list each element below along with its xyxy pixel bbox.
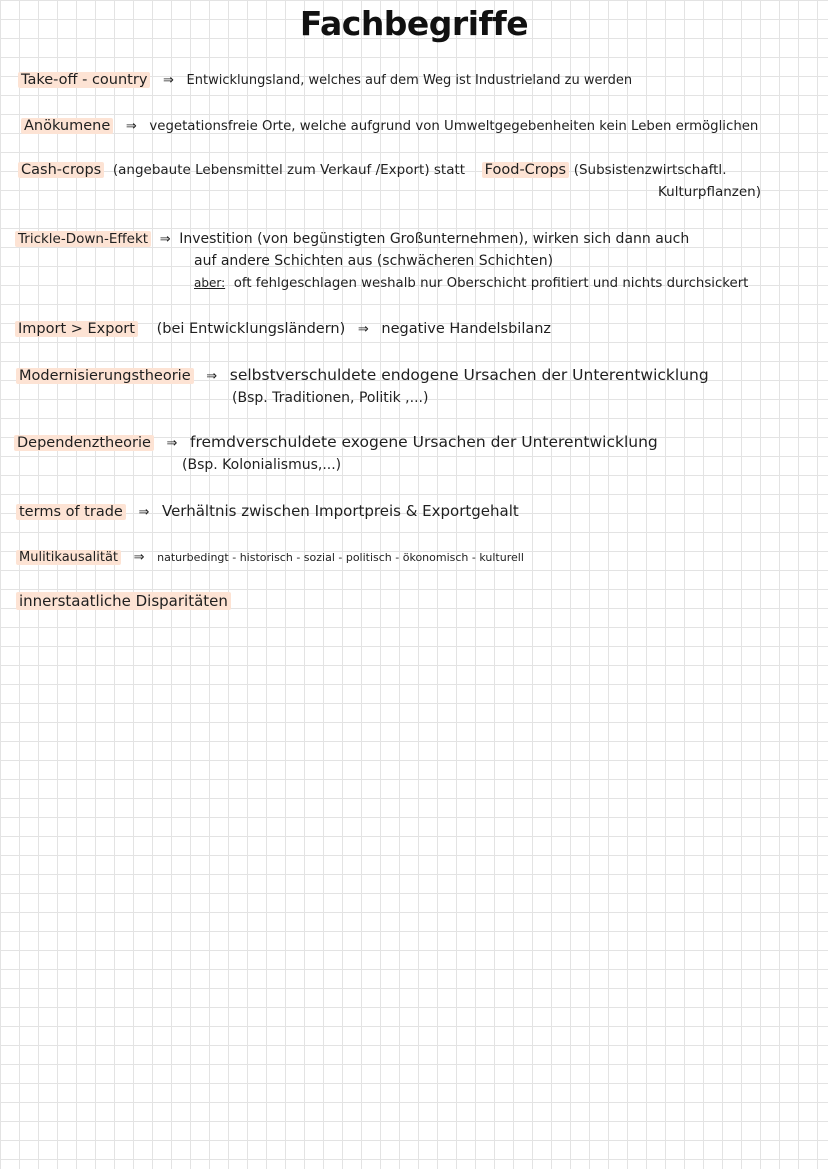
arrow-icon: ⇒	[138, 505, 150, 520]
page-title: Fachbegriffe	[299, 4, 529, 43]
arrow-icon: ⇒	[163, 73, 174, 88]
term-terms: terms of trade	[16, 504, 126, 520]
def-dependenz-2: (Bsp. Kolonialismus,...)	[182, 457, 342, 473]
entry-import	[15, 318, 551, 341]
def-foodcrops-cont: Kulturpflanzen)	[658, 184, 762, 200]
def-takeoff: Entwicklungsland, welches auf dem Weg ist Industrieland zu werden	[186, 73, 633, 88]
def-trickle-3-row	[194, 272, 748, 295]
def-cashcrops: (angebaute Lebensmittel zum Verkauf /Export) statt	[112, 162, 466, 178]
arrow-icon: ⇒	[206, 369, 218, 384]
term-trickle: Trickle-Down-Effekt	[15, 231, 151, 247]
term-anoekumene: Anökumene	[21, 118, 113, 134]
def-trickle-3: oft fehlgeschlagen weshalb nur Oberschicht profitiert und nichts durchsickert	[233, 276, 749, 291]
term-modern: Modernisierungstheorie	[16, 368, 194, 384]
def-modern-2: (Bsp. Traditionen, Politik ,...)	[232, 390, 429, 406]
term-import: Import > Export	[15, 321, 138, 337]
def-terms: Verhältnis zwischen Importpreis & Exportgehalt	[161, 502, 519, 520]
term-foodcrops: Food-Crops	[482, 162, 569, 178]
def-trickle-2: auf andere Schichten aus (schwächeren Schichten)	[194, 253, 554, 269]
entry-takeoff	[18, 69, 632, 92]
def-dependenz-1: fremdverschuldete exogene Ursachen der Unterentwicklung	[190, 433, 658, 451]
def-import-2: negative Handelsbilanz	[381, 321, 552, 337]
term-multi: Mulitikausalität	[16, 550, 121, 565]
def-import: (bei Entwicklungsländern)	[156, 321, 346, 337]
entry-multi	[16, 546, 524, 569]
term-cashcrops: Cash-crops	[18, 162, 104, 178]
arrow-icon: ⇒	[133, 550, 145, 565]
entry-anoekumene	[21, 115, 758, 138]
term-dependenz: Dependenztheorie	[14, 435, 154, 451]
entry-disparitaeten	[16, 590, 231, 613]
entry-terms	[16, 500, 519, 524]
def-multi: naturbedingt - historisch - sozial - politisch - ökonomisch - kulturell	[157, 551, 524, 564]
def-trickle-1: Investition (von begünstigten Großunternehmen), wirken sich dann auch	[179, 231, 690, 247]
arrow-icon: ⇒	[125, 119, 137, 134]
arrow-icon: ⇒	[159, 232, 171, 247]
entry-dependenz	[14, 431, 658, 455]
entry-trickle	[15, 228, 689, 251]
def-modern-1: selbstverschuldete endogene Ursachen der Unterentwicklung	[229, 366, 709, 384]
arrow-icon: ⇒	[357, 322, 369, 337]
def-anoekumene: vegetationsfreie Orte, welche aufgrund von Umweltgegebenheiten kein Leben ermöglichen	[149, 119, 759, 134]
entry-modern	[16, 364, 709, 388]
aber-label: aber:	[194, 276, 226, 290]
term-disparitaeten: innerstaatliche Disparitäten	[16, 592, 231, 610]
arrow-icon: ⇒	[166, 436, 178, 451]
term-takeoff: Take-off - country	[18, 72, 150, 88]
def-foodcrops: (Subsistenzwirtschaftl.	[573, 162, 727, 178]
entry-cashcrops	[18, 159, 726, 181]
